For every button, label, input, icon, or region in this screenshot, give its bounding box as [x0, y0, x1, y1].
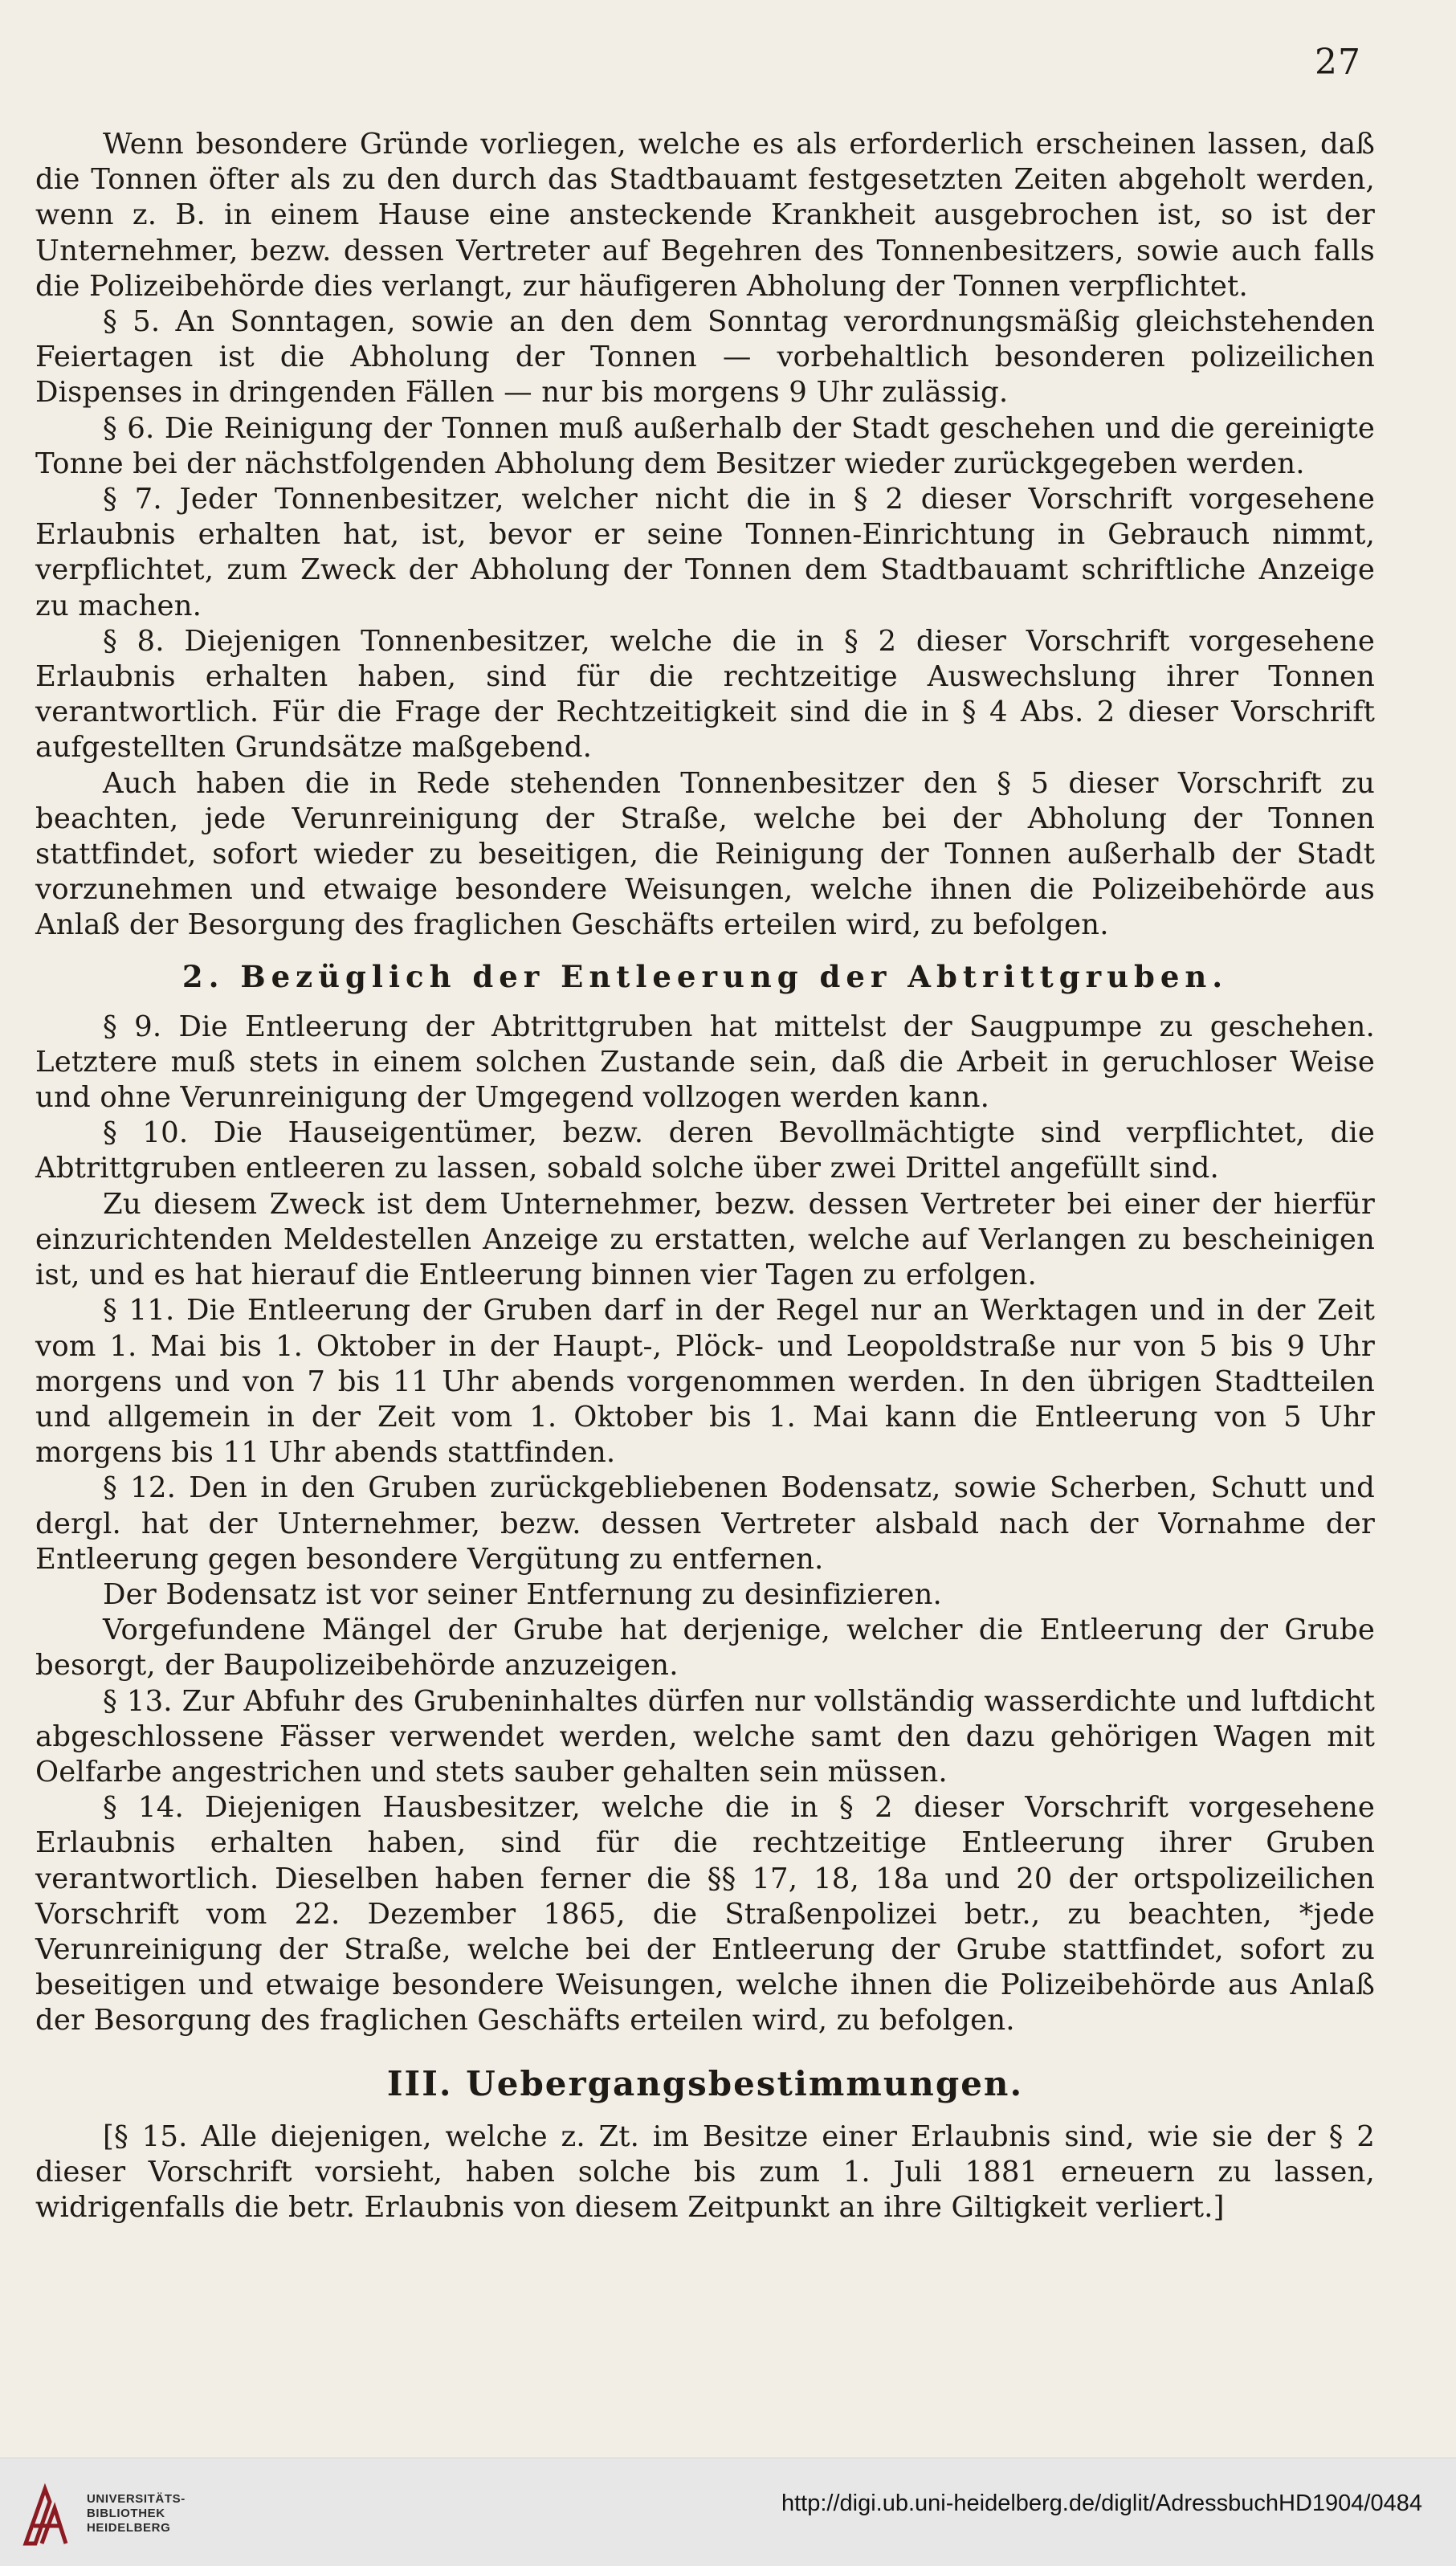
- source-url-link[interactable]: http://digi.ub.uni-heidelberg.de/diglit/AdressbuchHD1904/0484: [781, 2491, 1422, 2516]
- paragraph-bodensatz: Der Bodensatz ist vor seiner Entfernung zu desinfizieren.: [103, 1577, 942, 1611]
- section-heading-abtrittgruben: 2. Bezüglich der Entleerung der Abtrittgruben.: [181, 958, 1229, 994]
- paragraph-section-7: § 7. Jeder Tonnenbesitzer, welcher nicht die in § 2 dieser Vorschrift vorgesehene Erlaubnis erhalten hat, ist, bevor er seine Tonnen-Einrichtung in Gebrauch nimmt, verpflichtet, zum Zweck der Abholung der Tonnen dem Stadtbauamt schriftliche Anzeige zu machen.: [35, 483, 1375, 622]
- paragraph-section-12: § 12. Den in den Gruben zurückgebliebenen Bodensatz, sowie Scherben, Schutt und dergl. hat der Unternehmer, bezw. dessen Vertreter alsbald nach der Vornahme der Entleerung gegen besondere Vergütung zu entfernen.: [35, 1471, 1375, 1576]
- part-heading-uebergangsbestimmungen: III. Uebergangsbestimmungen.: [386, 2063, 1024, 2103]
- paragraph-section-10: § 10. Die Hauseigentümer, bezw. deren Bevollmächtigte sind verpflichtet, die Abtrittgruben entleeren zu lassen, sobald solche über zwei Drittel angefüllt sind.: [35, 1116, 1375, 1185]
- paragraph-intro: Wenn besondere Gründe vorliegen, welche es als erforderlich erscheinen lassen, daß die Tonnen öfter als zu den durch das Stadtbauamt festgesetzten Zeiten abgeholt werden, wenn z. B. in einem Hause eine ansteckende Krankheit ausgebrochen ist, so ist der Unternehmer, bezw. dessen Vertreter auf Begehren des Tonnenbesitzers, sowie auch falls die Polizeibehörde dies verlangt, zur häufigeren Abholung der Tonnen verpflichtet.: [35, 128, 1375, 303]
- paragraph-section-8-continued: Auch haben die in Rede stehenden Tonnenbesitzer den § 5 dieser Vorschrift zu beachten, jede Verunreinigung der Straße, welche bei der Abholung der Tonnen stattfindet, sofort wieder zu beseitigen, die Reinigung der Tonnen außerhalb der Stadt vorzunehmen und etwaige besondere Weisungen, welche ihnen die Polizeibehörde aus Anlaß der Besorgung des fraglichen Geschäfts erteilen wird, zu befolgen.: [35, 766, 1375, 942]
- library-name-line-3: HEIDELBERG: [87, 2521, 171, 2535]
- paragraph-section-5: § 5. An Sonntagen, sowie an den dem Sonntag verordnungsmäßig gleichstehenden Feiertagen ist die Abholung der Tonnen — vorbehaltlich besonderen polizeilichen Dispenses in dringenden Fällen — nur bis morgens 9 Uhr zulässig.: [35, 305, 1375, 410]
- paragraph-maengel: Vorgefundene Mängel der Grube hat derjenige, welcher die Entleerung der Grube besorgt, der Baupolizeibehörde anzuzeigen.: [35, 1613, 1375, 1683]
- paragraph-section-6: § 6. Die Reinigung der Tonnen muß außerhalb der Stadt geschehen und die gereinigte Tonne bei der nächstfolgenden Abholung dem Besitzer wieder zurückgegeben werden.: [35, 411, 1375, 480]
- paragraph-section-13: § 13. Zur Abfuhr des Grubeninhaltes dürfen nur vollständig wasserdichte und luftdicht abgeschlossene Fässer verwendet werden, welche samt den dazu gehörigen Wagen mit Oelfarbe angestrichen und stets sauber gehalten sein müssen.: [35, 1684, 1375, 1789]
- library-name-line-2: BIBLIOTHEK: [87, 2507, 165, 2520]
- page-number: 27: [1315, 42, 1361, 83]
- paragraph-section-15: [§ 15. Alle diejenigen, welche z. Zt. im Besitze einer Erlaubnis sind, wie sie der § 2 dieser Vorschrift vorsieht, haben solche bis zum 1. Juli 1881 erneuern zu lassen, widrigenfalls die betr. Erlaubnis von diesem Zeitpunkt an ihre Giltigkeit verliert.]: [35, 2119, 1375, 2224]
- paragraph-section-14: § 14. Diejenigen Hausbesitzer, welche die in § 2 dieser Vorschrift vorgesehene Erlaubnis erhalten haben, sind für die rechtzeitige Entleerung ihrer Gruben verantwortlich. Dieselben haben ferner die §§ 17, 18, 18a und 20 der ortspolizeilichen Vorschrift vom 22. Dezember 1865, die Straßenpolizei betr., zu beachten, *jede Verunreinigung der Straße, welche bei der Entleerung der Grube stattfindet, sofort zu beseitigen und etwaige besondere Weisungen, welche ihnen die Polizeibehörde aus Anlaß der Besorgung des fraglichen Geschäfts erteilen wird, zu befolgen.: [35, 1791, 1375, 2038]
- paragraph-section-10-continued: Zu diesem Zweck ist dem Unternehmer, bezw. dessen Vertreter bei einer der hierfür einzurichtenden Meldestellen Anzeige zu erstatten, welche auf Verlangen zu bescheinigen ist, und es hat hierauf die Entleerung binnen vier Tagen zu erfolgen.: [35, 1187, 1375, 1292]
- body-text: [35, 127, 1375, 2225]
- university-seal-icon: [18, 2481, 74, 2550]
- library-name: [87, 2492, 247, 2535]
- paragraph-section-11: § 11. Die Entleerung der Gruben darf in der Regel nur an Werktagen und in der Zeit vom 1. Mai bis 1. Oktober in der Haupt-, Plöck- und Leopoldstraße nur von 5 bis 9 Uhr morgens und von 7 bis 11 Uhr abends vorgenommen werden. In den übrigen Stadtteilen und allgemein in der Zeit vom 1. Oktober bis 1. Mai kann die Entleerung von 5 Uhr morgens bis 11 Uhr abends stattfinden.: [35, 1294, 1375, 1470]
- paragraph-section-8: § 8. Diejenigen Tonnenbesitzer, welche die in § 2 dieser Vorschrift vorgesehene Erlaubnis erhalten haben, sind für die rechtzeitige Auswechslung ihrer Tonnen verantwortlich. Für die Frage der Rechtzeitigkeit sind die in § 4 Abs. 2 dieser Vorschrift aufgestellten Grundsätze maßgebend.: [35, 624, 1375, 765]
- paragraph-section-9: § 9. Die Entleerung der Abtrittgruben hat mittelst der Saugpumpe zu geschehen. Letztere muß stets in einem solchen Zustande sein, daß die Arbeit in geruchloser Weise und ohne Verunreinigung der Umgegend vollzogen werden kann.: [35, 1010, 1375, 1115]
- library-name-line-1: UNIVERSITÄTS-: [87, 2492, 186, 2506]
- viewer-footer: [0, 2458, 1456, 2566]
